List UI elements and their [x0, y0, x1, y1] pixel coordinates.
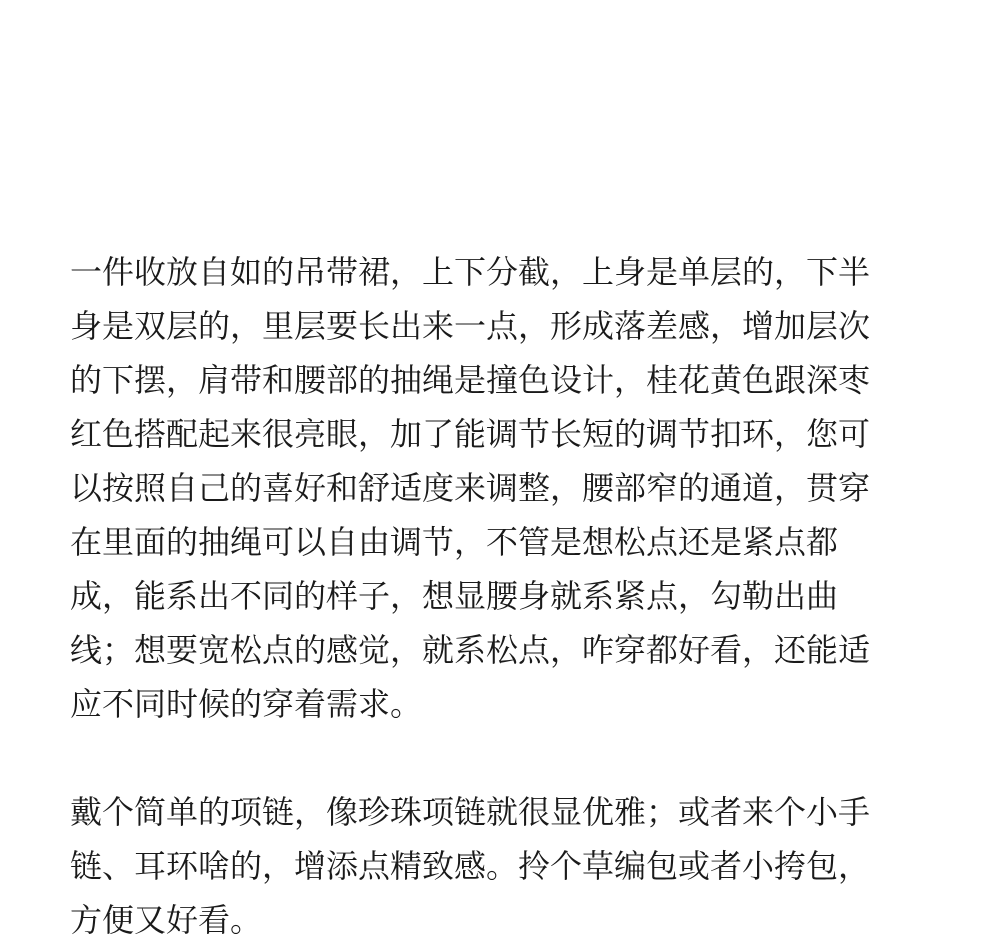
text-line: 身是双层的，里层要长出来一点，形成落差感，增加层次 [70, 307, 871, 345]
text-line: 成，能系出不同的样子，想显腰身就系紧点，勾勒出曲 [70, 577, 839, 615]
text-line: 一件收放自如的吊带裙，上下分截，上身是单层的，下半 [70, 253, 871, 291]
text-line: 应不同时候的穿着需求。 [70, 685, 423, 723]
text-line: 的下摆，肩带和腰部的抽绳是撞色设计，桂花黄色跟深枣 [70, 361, 871, 399]
text-line: 以按照自己的喜好和舒适度来调整，腰部窄的通道，贯穿 [70, 469, 871, 507]
paragraph-accessories [70, 785, 926, 947]
paragraph-dress-description [70, 245, 926, 731]
text-line: 戴个简单的项链，像珍珠项链就很显优雅；或者来个小手 [70, 793, 871, 831]
text-line: 方便又好看。 [70, 901, 263, 939]
text-line: 在里面的抽绳可以自由调节，不管是想松点还是紧点都 [70, 523, 839, 561]
text-line: 线；想要宽松点的感觉，就系松点，咋穿都好看，还能适 [70, 631, 871, 669]
text-line: 链、耳环啥的，增添点精致感。拎个草编包或者小挎包， [70, 847, 871, 885]
article-body [70, 245, 926, 947]
text-line: 红色搭配起来很亮眼，加了能调节长短的调节扣环，您可 [70, 415, 871, 453]
